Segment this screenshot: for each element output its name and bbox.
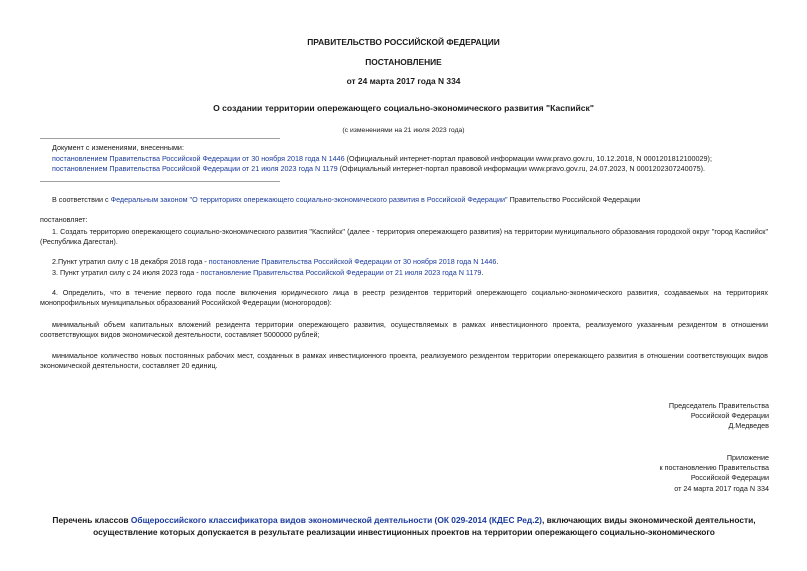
- appendix-block: [469, 453, 769, 494]
- government-heading: ПРАВИТЕЛЬСТВО РОССИЙСКОЙ ФЕДЕРАЦИИ: [307, 37, 500, 47]
- item-2: 2.Пункт утратил силу с 18 декабря 2018 года - постановление Правительства Российской Федерации от 30 ноября 2018 года N 1446.: [52, 257, 499, 266]
- signature-block: [469, 401, 769, 432]
- amendment-tail: (Официальный интернет-портал правовой информации www.pravo.gov.ru, 24.07.2023, N 0001202307240075).: [337, 164, 705, 174]
- amendments-top-divider: [40, 138, 280, 139]
- amendment-link-2018[interactable]: постановлением Правительства Российской Федерации от 30 ноября 2018 года N 1446: [52, 153, 345, 163]
- decree-word: постановляет:: [40, 215, 88, 224]
- signature-name: Д.Медведев: [728, 421, 769, 431]
- signature-org: Российской Федерации: [690, 411, 769, 421]
- federal-law-link[interactable]: Федеральным законом "О территориях опережающего социально-экономического развития в Российской Федерации": [110, 195, 508, 204]
- appendix-org: Российской Федерации: [690, 473, 769, 483]
- condition-jobs: минимальное количество новых постоянных рабочих мест, созданных в рамках инвестиционного проекта, реализуемого резидентом территории опережающего развития в отношении соответствующих видов экономической деятельности, составляет 20 единиц.: [40, 351, 768, 370]
- amendment-item: [52, 154, 772, 164]
- condition-investment: минимальный объем капитальных вложений резидента территории опережающего развития, осуществляемых в рамках инвестиционного проекта, реализуемого указанным резидентом в отношении соответствующих видов экономической деятельности, составляет 5000000 рублей;: [40, 320, 768, 339]
- amendments-bottom-divider: [40, 181, 280, 182]
- amendments-intro: Документ с изменениями, внесенными:: [52, 143, 184, 152]
- document-type: ПОСТАНОВЛЕНИЕ: [365, 57, 442, 67]
- appendix-date: от 24 марта 2017 года N 334: [674, 483, 769, 493]
- appendix-label: Приложение: [726, 453, 769, 462]
- amended-note: (с изменениями на 21 июля 2023 года): [342, 127, 465, 134]
- amendments-block: [52, 143, 772, 174]
- list-title: Перечень классов Общероссийского классификатора видов экономической деятельности (ОК 029-2014 (КДЕС Ред.2), включающих виды экономической деятельности, осуществление которых допускается в результате реализации инвестиционных проектов на территории опережающего социально-экономического: [52, 515, 756, 537]
- item-2-link[interactable]: постановление Правительства Российской Федерации от 30 ноября 2018 года N 1446: [208, 257, 497, 266]
- item-1: 1. Создать территорию опережающего социально-экономического развития "Каспийск" (далее - территория опережающего развития) на территории муниципального образования городской округ "город Каспийск" (Республика Дагестан).: [40, 227, 768, 246]
- signature-title: Председатель Правительства: [668, 401, 769, 410]
- item-4: 4. Определить, что в течение первого года после включения юридического лица в реестр резидентов территорий опережающего социально-экономического развития, создаваемых на территориях монопрофильных муниципальных образований Российской Федерации (моногородов):: [40, 288, 768, 307]
- amendment-item: [52, 164, 772, 174]
- amendment-link-2023[interactable]: постановлением Правительства Российской Федерации от 21 июля 2023 года N 1179: [52, 164, 338, 174]
- item-3-link[interactable]: постановление Правительства Российской Федерации от 21 июля 2023 года N 1179: [200, 268, 482, 277]
- amendment-tail: (Официальный интернет-портал правовой информации www.pravo.gov.ru, 10.12.2018, N 0001201812100029);: [344, 153, 712, 163]
- appendix-ref: к постановлению Правительства: [659, 463, 769, 473]
- item-3: 3. Пункт утратил силу с 24 июля 2023 года - постановление Правительства Российской Федерации от 21 июля 2023 года N 1179.: [52, 268, 484, 277]
- document-date: от 24 марта 2017 года N 334: [346, 76, 461, 86]
- preamble: В соответствии с Федеральным законом "О территориях опережающего социально-экономического развития в Российской Федерации" Правительство Российской Федерации: [52, 195, 641, 204]
- okved-link[interactable]: Общероссийского классификатора видов экономической деятельности (ОК 029-2014 (КДЕС Ред.2): [130, 515, 542, 525]
- document-title: О создании территории опережающего социально-экономического развития "Каспийск": [213, 103, 594, 113]
